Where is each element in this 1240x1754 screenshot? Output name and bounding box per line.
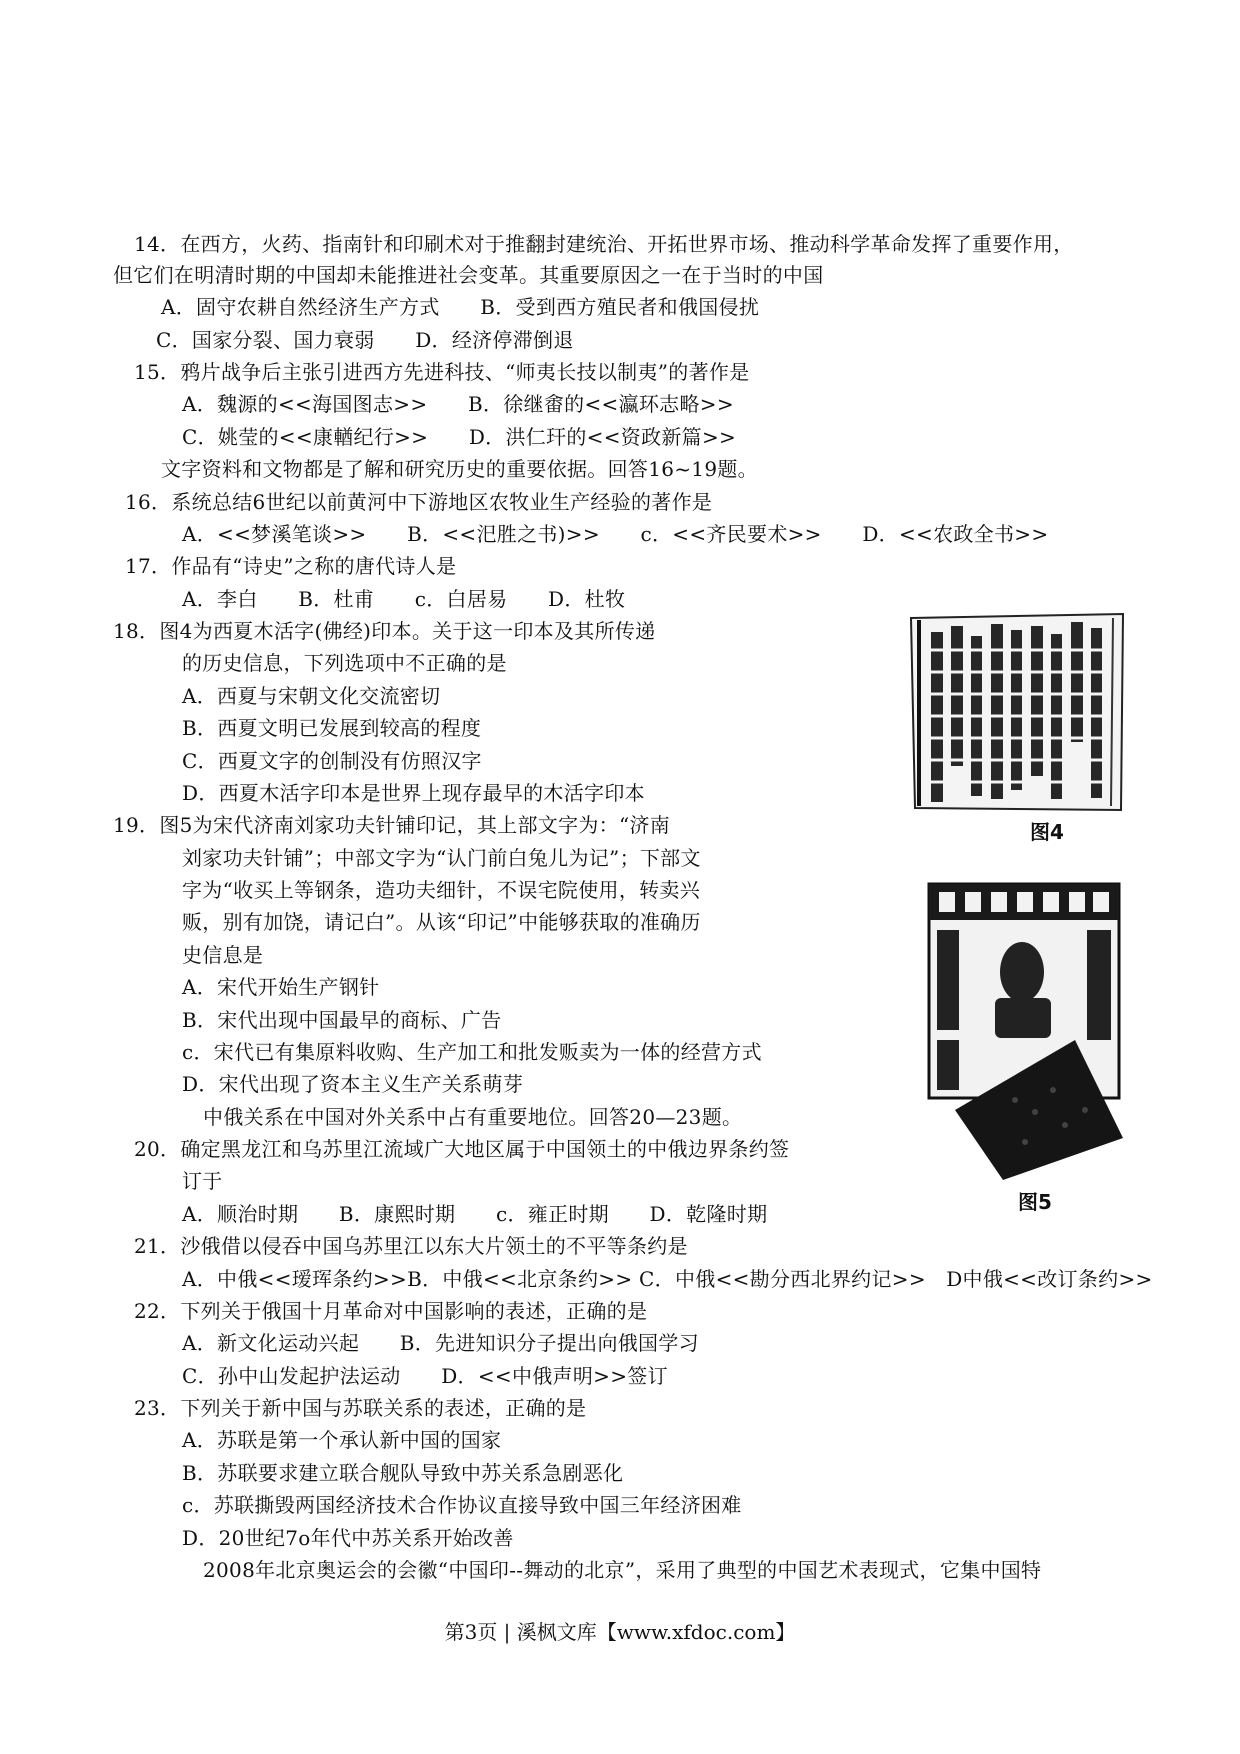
section-intro-16-19: 文字资料和文物都是了解和研究历史的重要依据。回答16~19题。	[161, 457, 758, 481]
q14-options-cd: C．国家分裂、国力衰弱 D．经济停滞倒退	[156, 328, 574, 352]
q23-stem: 23．下列关于新中国与苏联关系的表述，正确的是	[134, 1396, 587, 1420]
q14-options-ab: A．固守农耕自然经济生产方式 B．受到西方殖民者和俄国侵扰	[161, 295, 760, 319]
q15-options-ab: A．魏源的<<海国图志>> B．徐继畬的<<瀛环志略>>	[182, 392, 734, 416]
q22-stem: 22．下列关于俄国十月革命对中国影响的表述，正确的是	[134, 1299, 648, 1323]
q16-stem: 16．系统总结6世纪以前黄河中下游地区农牧业生产经验的著作是	[125, 490, 713, 514]
q20-stem-line1: 20．确定黑龙江和乌苏里江流域广大地区属于中国领土的中俄边界条约签	[134, 1137, 790, 1161]
q14-stem-line2: 但它们在明清时期的中国却未能推进社会变革。其重要原因之一在于当时的中国	[113, 263, 824, 287]
q19-stem-line1: 19．图5为宋代济南刘家功夫针铺印记，其上部文字为：“济南	[113, 813, 671, 837]
q22-options-cd: C．孙中山发起护法运动 D．<<中俄声明>>签订	[182, 1364, 668, 1388]
q20-stem-line2: 订于	[182, 1169, 223, 1193]
q23-option-b: B．苏联要求建立联合舰队导致中苏关系急剧恶化	[182, 1461, 624, 1485]
q19-stem-line2: 刘家功夫针铺”；中部文字为“认门前白兔儿为记”；下部文	[182, 846, 701, 870]
q19-option-c: c．宋代已有集原料收购、生产加工和批发贩卖为一体的经营方式	[182, 1040, 762, 1064]
q19-stem-line5: 史信息是	[182, 943, 264, 967]
q18-stem-line1: 18．图4为西夏木活字(佛经)印本。关于这一印本及其所传递	[113, 619, 656, 643]
figure-5-needle-shop-seal	[925, 880, 1125, 1185]
q21-options: A．中俄<<瑷珲条约>>B．中俄<<北京条约>> C．中俄<<勘分西北界约记>> D中俄<<改订条约>>	[182, 1267, 1153, 1291]
q23-option-d: D．20世纪7o年代中苏关系开始改善	[182, 1526, 514, 1550]
q20-options: A．顺治时期 B．康熙时期 c．雍正时期 D．乾隆时期	[182, 1202, 768, 1226]
olympic-emblem-paragraph: 2008年北京奥运会的会徽“中国印--舞动的北京”，采用了典型的中国艺术表现式，它集中国特	[203, 1558, 1042, 1582]
q21-stem: 21．沙俄借以侵吞中国乌苏里江以东大片领土的不平等条约是	[134, 1234, 688, 1258]
q17-options: A．李白 B．杜甫 c．白居易 D．杜牧	[182, 587, 626, 611]
page-footer: 第3页 | 溪枫文库【www.xfdoc.com】	[444, 1620, 796, 1644]
q23-option-c: c．苏联撕毁两国经济技术合作协议直接导致中国三年经济困难	[182, 1493, 742, 1517]
figure-4-caption: 图4	[1030, 820, 1064, 844]
q19-option-d: D．宋代出现了资本主义生产关系萌芽	[182, 1072, 524, 1096]
q19-stem-line4: 贩，别有加饶，请记白”。从该“印记”中能够获取的准确历	[182, 910, 701, 934]
section-intro-20-23: 中俄关系在中国对外关系中占有重要地位。回答20—23题。	[203, 1105, 743, 1129]
figure-4-xixia-print	[905, 610, 1127, 815]
q16-options: A．<<梦溪笔谈>> B．<<汜胜之书)>> c．<<齐民要术>> D．<<农政全书>>	[182, 522, 1049, 546]
q22-options-ab: A．新文化运动兴起 B．先进知识分子提出向俄国学习	[182, 1331, 699, 1355]
q18-option-b: B．西夏文明已发展到较高的程度	[182, 716, 482, 740]
q15-stem: 15．鸦片战争后主张引进西方先进科技、“师夷长技以制夷”的著作是	[134, 360, 750, 384]
q19-stem-line3: 字为“收买上等钢条，造功夫细针，不误宅院使用，转卖兴	[182, 878, 701, 902]
q14-stem-line1: 14．在西方，火药、指南针和印刷术对于推翻封建统治、开拓世界市场、推动科学革命发挥了重要作用，	[134, 232, 1074, 256]
q17-stem: 17．作品有“诗史”之称的唐代诗人是	[125, 554, 457, 578]
q19-option-a: A．宋代开始生产钢针	[182, 975, 380, 999]
q18-option-a: A．西夏与宋朝文化交流密切	[182, 684, 441, 708]
q18-stem-line2: 的历史信息，下列选项中不正确的是	[182, 651, 507, 675]
q18-option-d: D．西夏木活字印本是世界上现存最早的木活字印本	[182, 781, 645, 805]
q23-option-a: A．苏联是第一个承认新中国的国家	[182, 1428, 502, 1452]
figure-5-caption: 图5	[1018, 1190, 1052, 1214]
q15-options-cd: C．姚莹的<<康輶纪行>> D．洪仁玕的<<资政新篇>>	[182, 425, 737, 449]
q19-option-b: B．宋代出现中国最早的商标、广告	[182, 1008, 502, 1032]
q18-option-c: C．西夏文字的创制没有仿照汉字	[182, 749, 482, 773]
